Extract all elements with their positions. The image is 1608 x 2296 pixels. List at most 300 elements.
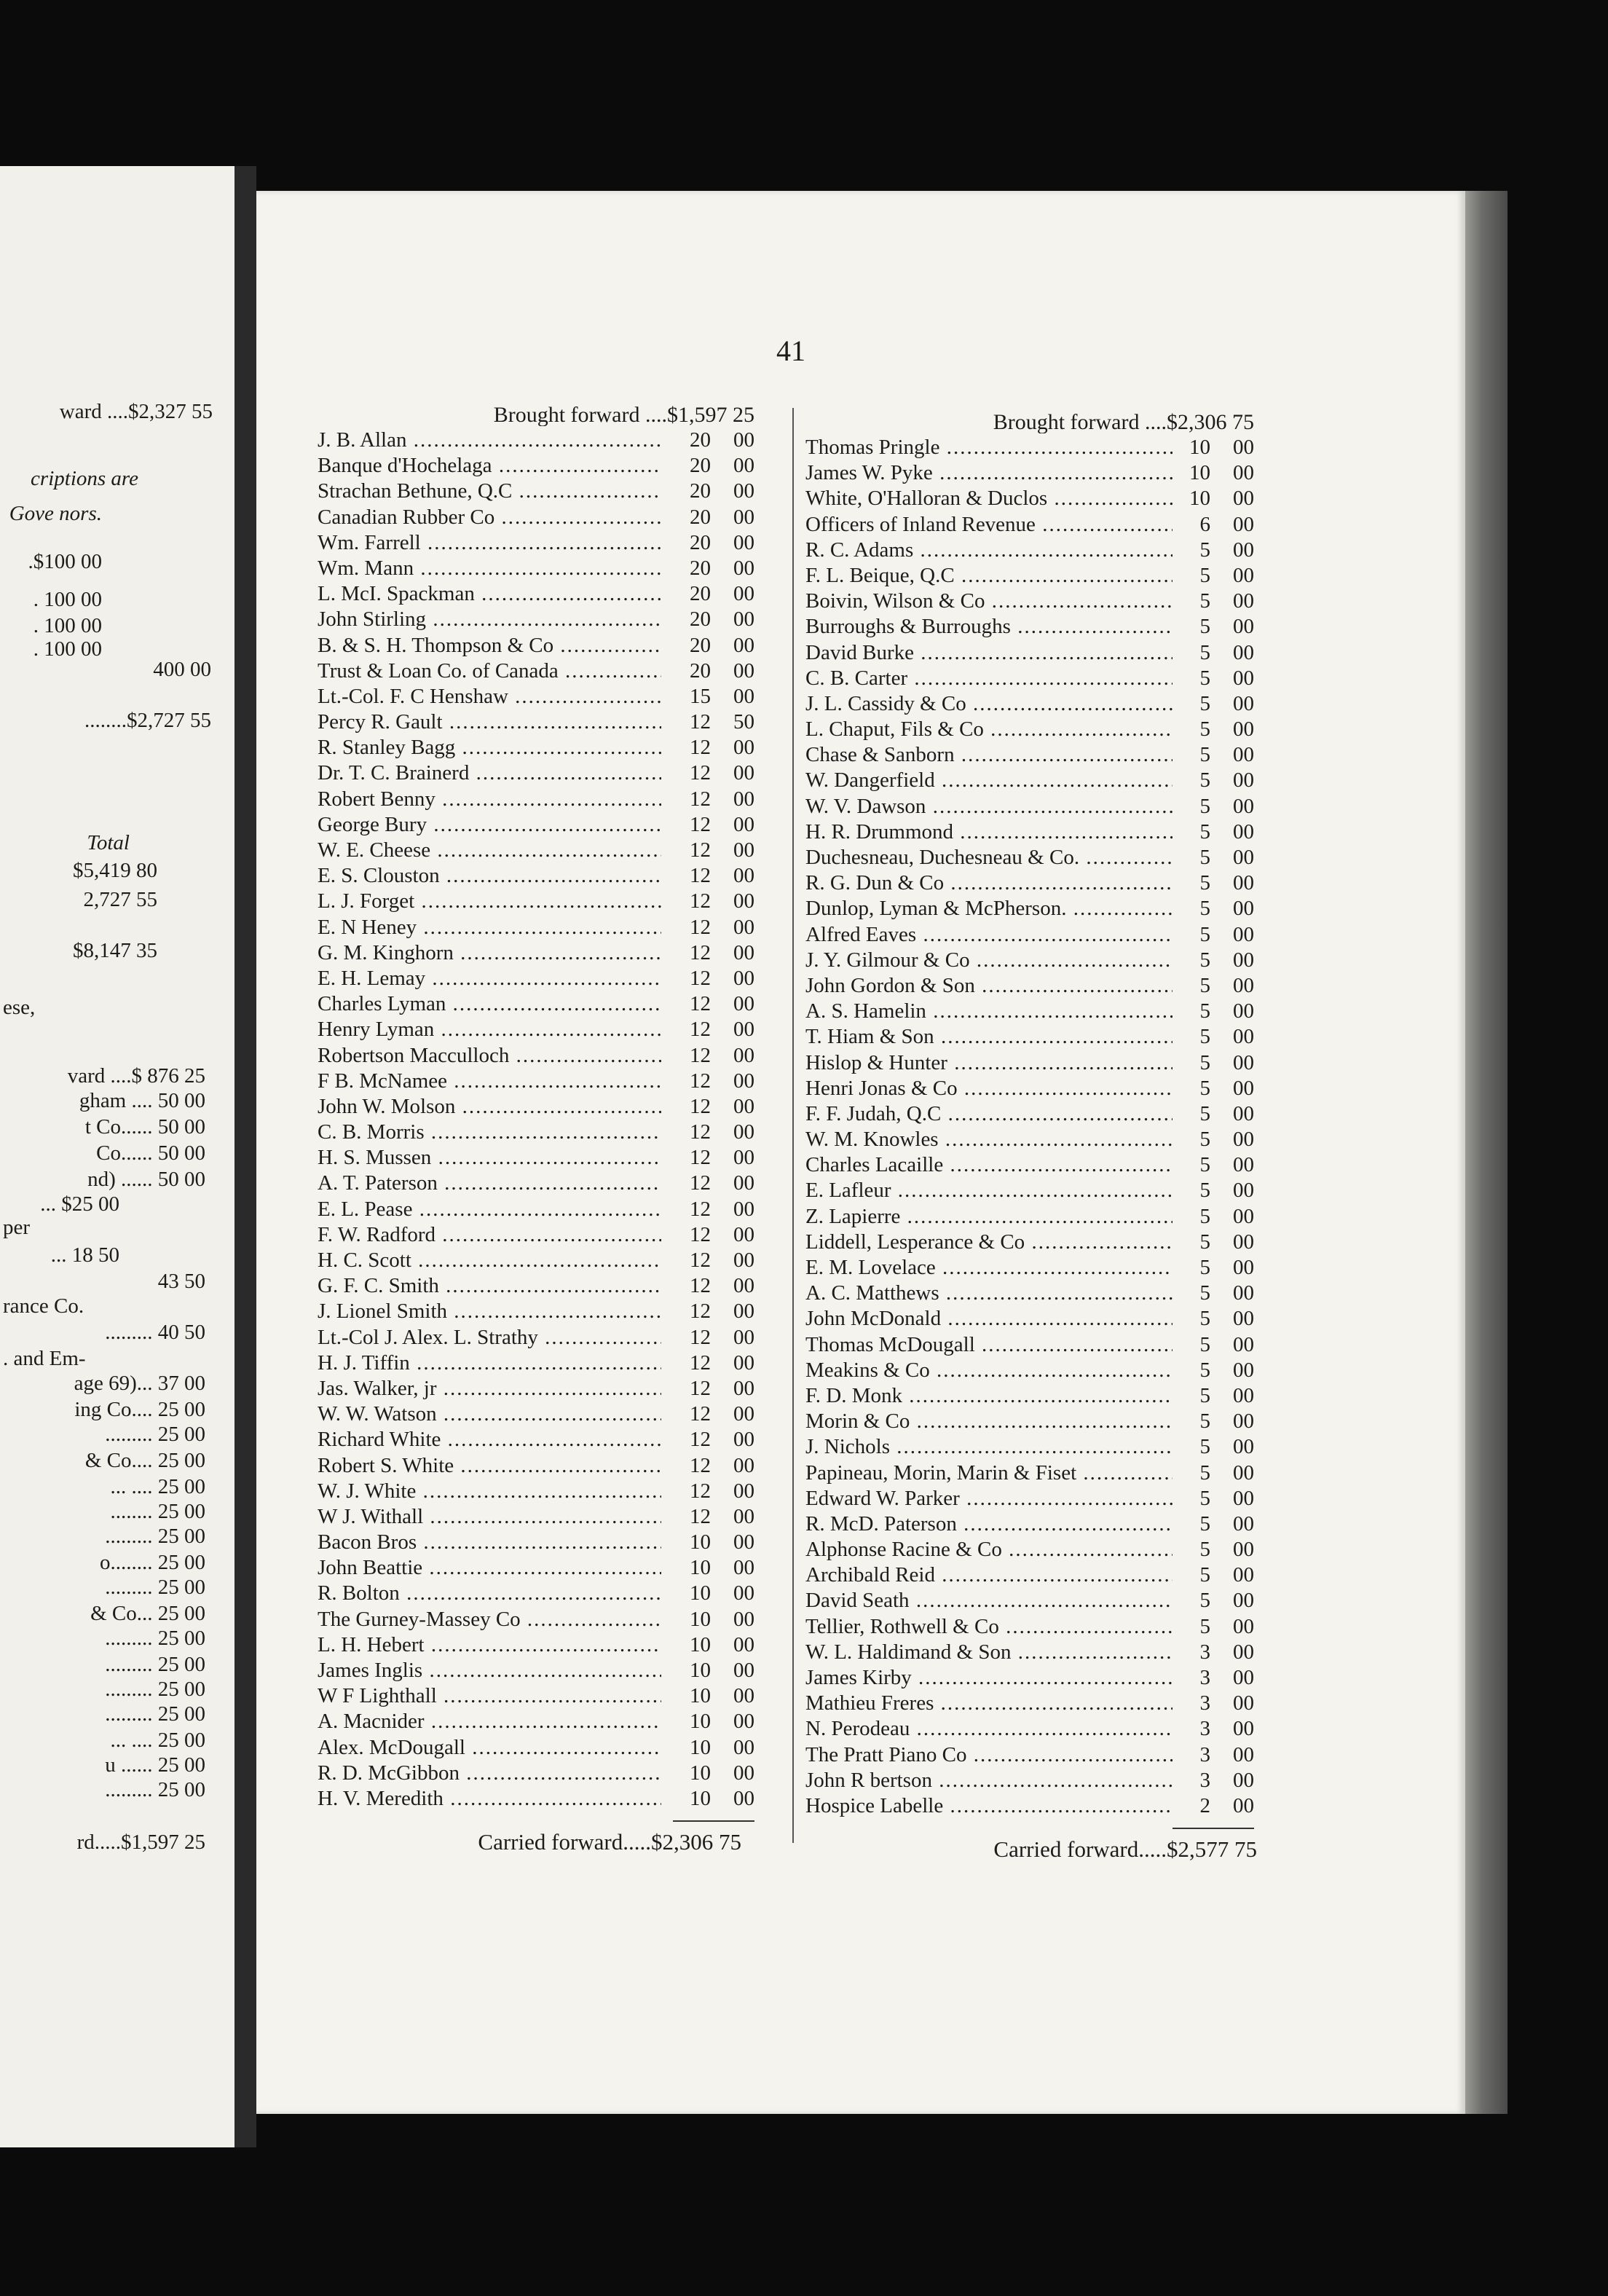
subscriber-name: Banque d'Hochelaga ..... [318, 453, 661, 479]
subscriber-name: F B. McNamee ..... [318, 1069, 661, 1094]
subscriber-name: A. T. Paterson ..... [318, 1171, 661, 1196]
subscriber-name: Henry Lyman ..... [318, 1017, 661, 1042]
amount-dollars: 5 [1199, 1230, 1210, 1254]
amount-dollars: 5 [1199, 589, 1210, 613]
amount-dollars: 5 [1199, 897, 1210, 921]
facing-page-line: . 100 00 [33, 588, 102, 611]
amount-dollars: 12 [690, 1325, 711, 1349]
subscriber-row [318, 1197, 754, 1222]
subscriber-name: G. M. Kinghorn ..... [318, 940, 661, 966]
amount-dollars: 20 [690, 505, 711, 529]
subscriber-row [318, 1427, 754, 1452]
subscriber-name: John Stirling ..... [318, 607, 661, 632]
amount-dollars: 10 [690, 1761, 711, 1785]
amount-cents: 00 [733, 1043, 754, 1067]
amount-dollars: 20 [690, 633, 711, 657]
subscriber-name: White, O'Halloran & Duclos ..... [805, 486, 1172, 511]
subscriber-row [805, 1665, 1254, 1691]
subscriber-row [805, 614, 1254, 640]
facing-page-line: ......... 25 00 [105, 1525, 205, 1548]
amount-dollars: 12 [690, 1094, 711, 1118]
subscriber-name: L. Chaput, Fils & Co ..... [805, 717, 1172, 742]
amount-dollars: 12 [690, 1376, 711, 1400]
amount-dollars: 5 [1199, 1179, 1210, 1203]
subscriber-row [318, 787, 754, 812]
amount-cents: 00 [1233, 1256, 1254, 1279]
subscriber-row [805, 1358, 1254, 1383]
amount-cents: 00 [733, 1659, 754, 1682]
amount-dollars: 12 [690, 1069, 711, 1093]
facing-page-line: 43 50 [157, 1270, 205, 1293]
amount-dollars: 3 [1199, 1666, 1210, 1689]
amount-cents: 00 [1233, 1101, 1254, 1125]
amount-dollars: 5 [1199, 1025, 1210, 1049]
amount-cents: 00 [733, 1300, 754, 1324]
subscriber-row [318, 1043, 754, 1069]
subscriber-row [805, 1537, 1254, 1562]
amount-dollars: 12 [690, 1018, 711, 1042]
amount-dollars: 5 [1199, 1050, 1210, 1074]
subscriber-name: R. G. Dun & Co ..... [805, 870, 1172, 896]
amount-cents: 00 [1233, 1460, 1254, 1485]
subscriber-name: G. F. C. Smith ..... [318, 1273, 661, 1299]
amount-cents: 00 [1233, 436, 1254, 459]
amount-cents: 00 [733, 1094, 754, 1118]
subscriber-name: Alphonse Racine & Co ..... [805, 1537, 1172, 1562]
amount-cents: 00 [733, 889, 754, 913]
subscriber-row [318, 1120, 754, 1145]
subscriber-name: Morin & Co ..... [805, 1409, 1172, 1434]
subscriber-name: F. L. Beique, Q.C ..... [805, 563, 1172, 589]
amount-dollars: 5 [1199, 1153, 1210, 1177]
amount-cents: 00 [1233, 538, 1254, 562]
facing-page-line: o........ 25 00 [100, 1551, 205, 1574]
subscriber-row [805, 1460, 1254, 1486]
subscriber-name: T. Hiam & Son ..... [805, 1024, 1172, 1050]
subscriber-row [318, 479, 754, 504]
amount-cents: 00 [1233, 640, 1254, 664]
amount-dollars: 12 [690, 864, 711, 888]
amount-dollars: 20 [690, 582, 711, 606]
amount-cents: 00 [1233, 1076, 1254, 1100]
subscriber-row [318, 658, 754, 684]
amount-cents: 00 [733, 582, 754, 606]
subscriber-name: Chase & Sanborn ..... [805, 742, 1172, 768]
subscriber-name: B. & S. H. Thompson & Co ..... [318, 633, 661, 658]
amount-cents: 00 [1233, 487, 1254, 511]
amount-dollars: 5 [1199, 666, 1210, 690]
subscriber-name: E. N Heney ..... [318, 915, 661, 940]
amount-dollars: 12 [690, 992, 711, 1016]
amount-cents: 00 [733, 1453, 754, 1477]
facing-page-line: rd.....$1,597 25 [76, 1831, 205, 1854]
subscriber-row [318, 1658, 754, 1683]
amount-cents: 00 [1233, 718, 1254, 742]
subscriber-name: W. Dangerfield ..... [805, 768, 1172, 793]
subscriptions-column-left [318, 404, 754, 1855]
carried-forward-left: Carried forward.....$2,306 75 [478, 1829, 741, 1855]
subscriber-row [318, 1530, 754, 1555]
subscriber-name: A. S. Hamelin ..... [805, 999, 1172, 1024]
amount-cents: 00 [1233, 1640, 1254, 1664]
amount-cents: 00 [1233, 512, 1254, 536]
amount-dollars: 12 [690, 1274, 711, 1298]
amount-cents: 00 [1233, 461, 1254, 485]
amount-dollars: 3 [1199, 1742, 1210, 1766]
facing-page-line: 400 00 [153, 658, 211, 681]
subscriber-name: Robert S. White ..... [318, 1453, 661, 1479]
subscriber-name: W. E. Cheese ..... [318, 838, 661, 863]
subscriber-row [805, 948, 1254, 973]
subscriber-name: E. S. Clouston ..... [318, 863, 661, 889]
subscriber-name: J. Nichols ..... [805, 1434, 1172, 1460]
subscriber-row [318, 1171, 754, 1196]
amount-dollars: 10 [690, 1786, 711, 1810]
amount-dollars: 2 [1199, 1793, 1210, 1817]
subscriber-name: H. S. Mussen ..... [318, 1145, 661, 1171]
amount-cents: 00 [1233, 1793, 1254, 1817]
amount-dollars: 5 [1199, 1101, 1210, 1125]
subscriber-name: J. B. Allan ..... [318, 428, 661, 453]
subscriber-row [805, 563, 1254, 589]
amount-cents: 00 [733, 1146, 754, 1170]
subscriber-name: Wm. Mann ..... [318, 556, 661, 581]
amount-dollars: 12 [690, 838, 711, 862]
subscriber-row [318, 633, 754, 658]
subscriber-row [805, 845, 1254, 870]
amount-dollars: 10 [1189, 487, 1210, 511]
subscriber-name: E. L. Pease ..... [318, 1197, 661, 1222]
amount-cents: 00 [1233, 1128, 1254, 1152]
amount-dollars: 3 [1199, 1717, 1210, 1741]
facing-page-line: ......... 25 00 [105, 1653, 205, 1676]
amount-cents: 00 [733, 556, 754, 580]
amount-cents: 00 [1233, 1153, 1254, 1177]
subscriber-row [805, 1306, 1254, 1332]
subscriber-name: R. Stanley Bagg ..... [318, 735, 661, 760]
subscriber-row [318, 709, 754, 735]
amount-cents: 00 [1233, 1717, 1254, 1741]
subscriber-row [318, 1761, 754, 1786]
amount-cents: 00 [1233, 897, 1254, 921]
amount-cents: 00 [733, 633, 754, 657]
page-gutter [234, 166, 256, 2147]
subscriber-name: J. Y. Gilmour & Co ..... [805, 948, 1172, 973]
facing-page-line: Gove nors. [9, 502, 102, 525]
amount-dollars: 12 [690, 1043, 711, 1067]
amount-dollars: 5 [1199, 922, 1210, 946]
facing-page-line: .$100 00 [28, 550, 102, 573]
facing-page-line: nd) ...... 50 00 [87, 1168, 205, 1191]
subscriber-row [318, 1786, 754, 1812]
brought-forward-right: Brought forward ....$2,306 75 [993, 412, 1254, 433]
amount-dollars: 5 [1199, 871, 1210, 895]
amount-dollars: 12 [690, 1479, 711, 1503]
subscriber-row [318, 915, 754, 940]
amount-cents: 00 [1233, 1614, 1254, 1638]
column-divider [792, 408, 794, 1843]
amount-dollars: 20 [690, 658, 711, 683]
amount-cents: 00 [733, 915, 754, 939]
facing-page-line: ......... 25 00 [105, 1778, 205, 1801]
amount-cents: 00 [1233, 1050, 1254, 1074]
facing-page-line: ... .... 25 00 [110, 1729, 205, 1752]
amount-cents: 00 [733, 1504, 754, 1528]
amount-cents: 00 [733, 761, 754, 785]
subscriber-row [318, 1222, 754, 1248]
amount-dollars: 12 [690, 940, 711, 964]
amount-cents: 00 [733, 1120, 754, 1144]
amount-cents: 00 [1233, 1307, 1254, 1331]
subscriber-name: Archibald Reid ..... [805, 1562, 1172, 1588]
subscriber-name: Dr. T. C. Brainerd ..... [318, 760, 661, 786]
amount-dollars: 12 [690, 1171, 711, 1195]
facing-page-line: gham .... 50 00 [79, 1089, 205, 1112]
subscriber-name: E. H. Lemay ..... [318, 966, 661, 991]
subscriber-row [318, 1453, 754, 1479]
amount-dollars: 5 [1199, 1538, 1210, 1562]
subscriber-row [318, 1479, 754, 1504]
subscriber-name: A. C. Matthews ..... [805, 1281, 1172, 1306]
amount-cents: 00 [1233, 589, 1254, 613]
amount-cents: 00 [1233, 1358, 1254, 1382]
subscriber-name: W. J. White ..... [318, 1479, 661, 1504]
amount-dollars: 5 [1199, 794, 1210, 818]
subscriber-row [805, 1486, 1254, 1511]
subscriber-row [318, 966, 754, 991]
amount-cents: 00 [1233, 973, 1254, 997]
subscriber-row [318, 1017, 754, 1042]
subscriber-name: Charles Lacaille ..... [805, 1152, 1172, 1178]
subscriber-row [805, 717, 1254, 742]
amount-cents: 00 [1233, 1179, 1254, 1203]
amount-dollars: 5 [1199, 1410, 1210, 1434]
subscriber-name: W. W. Watson ..... [318, 1401, 661, 1427]
amount-dollars: 20 [690, 479, 711, 503]
subscriber-name: Tellier, Rothwell & Co ..... [805, 1614, 1172, 1640]
amount-dollars: 10 [690, 1684, 711, 1708]
subscriber-name: H. R. Drummond ..... [805, 819, 1172, 845]
amount-cents: 00 [1233, 922, 1254, 946]
subscriber-row [805, 1230, 1254, 1255]
amount-cents: 00 [1233, 846, 1254, 869]
subscriber-name: W J. Withall ..... [318, 1504, 661, 1530]
amount-dollars: 12 [690, 710, 711, 734]
amount-cents: 00 [733, 787, 754, 811]
subscriber-row [318, 1273, 754, 1299]
subscriber-name: W. M. Knowles ..... [805, 1127, 1172, 1152]
subscriber-row [318, 991, 754, 1017]
facing-page-line: 2,727 55 [83, 888, 157, 911]
amount-dollars: 3 [1199, 1640, 1210, 1664]
subscriber-row [805, 589, 1254, 614]
amount-dollars: 5 [1199, 615, 1210, 639]
amount-cents: 00 [733, 812, 754, 836]
amount-cents: 00 [733, 1735, 754, 1759]
amount-dollars: 5 [1199, 1332, 1210, 1356]
facing-page-line: ... .... 25 00 [110, 1475, 205, 1498]
amount-cents: 00 [733, 736, 754, 760]
subscriber-name: H. C. Scott ..... [318, 1248, 661, 1273]
amount-dollars: 5 [1199, 1486, 1210, 1510]
amount-cents: 00 [733, 1402, 754, 1426]
subscriber-name: James Inglis ..... [318, 1658, 661, 1683]
amount-cents: 00 [733, 1018, 754, 1042]
subscriber-row [318, 863, 754, 889]
subscriber-row [318, 505, 754, 530]
facing-page-line: . 100 00 [33, 614, 102, 637]
subscriber-name: Papineau, Morin, Marin & Fiset ..... [805, 1460, 1172, 1486]
amount-cents: 00 [1233, 615, 1254, 639]
subscriber-row [318, 1376, 754, 1401]
amount-cents: 00 [733, 1710, 754, 1734]
amount-cents: 00 [1233, 1025, 1254, 1049]
amount-cents: 00 [733, 838, 754, 862]
amount-dollars: 5 [1199, 743, 1210, 767]
subscriber-row [318, 1299, 754, 1324]
amount-cents: 00 [733, 1556, 754, 1580]
subscriber-name: Alfred Eaves ..... [805, 922, 1172, 948]
amount-cents: 00 [1233, 1589, 1254, 1613]
facing-page-line: ......... 40 50 [105, 1321, 205, 1344]
total-rule [673, 1820, 754, 1822]
subscriber-row [805, 870, 1254, 896]
subscriber-row [805, 512, 1254, 538]
amount-dollars: 12 [690, 889, 711, 913]
subscriber-row [805, 538, 1254, 563]
subscriber-row [805, 1742, 1254, 1768]
amount-dollars: 5 [1199, 1256, 1210, 1279]
amount-cents: 00 [733, 1479, 754, 1503]
facing-page-line: Co...... 50 00 [96, 1141, 205, 1165]
subscriber-name: Thomas Pringle ..... [805, 435, 1172, 460]
amount-cents: 00 [1233, 691, 1254, 715]
subscriber-name: F. F. Judah, Q.C ..... [805, 1101, 1172, 1127]
amount-cents: 00 [733, 1069, 754, 1093]
amount-cents: 50 [733, 710, 754, 734]
subscriber-name: Edward W. Parker ..... [805, 1486, 1172, 1511]
subscriber-row [805, 1511, 1254, 1537]
amount-cents: 00 [733, 992, 754, 1016]
subscriber-row [318, 760, 754, 786]
facing-page-line: ward ....$2,327 55 [59, 400, 213, 423]
subscriber-name: R. D. McGibbon ..... [318, 1761, 661, 1786]
amount-dollars: 5 [1199, 1358, 1210, 1382]
subscriber-row [805, 640, 1254, 666]
facing-page-line: ......... 25 00 [105, 1702, 205, 1726]
page-edge [1465, 191, 1508, 2114]
amount-cents: 00 [1233, 1666, 1254, 1689]
subscriber-name: John W. Molson ..... [318, 1094, 661, 1120]
subscriber-name: Strachan Bethune, Q.C ..... [318, 479, 661, 504]
amount-cents: 00 [733, 454, 754, 478]
subscriber-row [318, 1709, 754, 1734]
amount-dollars: 5 [1199, 1614, 1210, 1638]
subscriber-name: Charles Lyman ..... [318, 991, 661, 1017]
facing-page-line: ......... 25 00 [105, 1678, 205, 1701]
subscriber-row [318, 684, 754, 709]
facing-page-line: age 69)... 37 00 [74, 1372, 205, 1395]
amount-dollars: 3 [1199, 1768, 1210, 1792]
amount-cents: 00 [1233, 1486, 1254, 1510]
facing-page-line: per [3, 1216, 31, 1239]
amount-cents: 00 [1233, 1332, 1254, 1356]
amount-cents: 00 [733, 1197, 754, 1221]
subscriber-row [318, 735, 754, 760]
amount-cents: 00 [733, 1632, 754, 1656]
amount-dollars: 20 [690, 454, 711, 478]
amount-dollars: 12 [690, 761, 711, 785]
subscriber-name: E. Lafleur ..... [805, 1178, 1172, 1203]
amount-cents: 00 [1233, 1742, 1254, 1766]
subscriptions-column-right [805, 412, 1257, 1863]
facing-page-line: t Co...... 50 00 [84, 1115, 205, 1139]
facing-page-line: ... 18 50 [50, 1243, 119, 1267]
amount-cents: 00 [1233, 1230, 1254, 1254]
facing-page-line: ........$2,727 55 [84, 709, 211, 732]
amount-dollars: 12 [690, 812, 711, 836]
subscriber-name: C. B. Morris ..... [318, 1120, 661, 1145]
amount-dollars: 12 [690, 1351, 711, 1375]
subscriber-row [805, 1768, 1254, 1793]
subscriber-row [318, 940, 754, 966]
subscriber-row [805, 1024, 1254, 1050]
subscriber-row [318, 556, 754, 581]
amount-dollars: 10 [690, 1659, 711, 1682]
subscriber-row [805, 922, 1254, 948]
amount-dollars: 5 [1199, 1307, 1210, 1331]
amount-dollars: 10 [690, 1607, 711, 1631]
amount-dollars: 5 [1199, 819, 1210, 844]
carried-forward-right: Carried forward.....$2,577 75 [993, 1836, 1257, 1863]
amount-dollars: 10 [690, 1710, 711, 1734]
subscriber-row [805, 691, 1254, 717]
amount-cents: 00 [733, 608, 754, 632]
subscriber-name: R. Bolton ..... [318, 1581, 661, 1606]
subscriber-name: James Kirby ..... [805, 1665, 1172, 1691]
subscriber-name: Robert Benny ..... [318, 787, 661, 812]
subscriber-name: F. W. Radford ..... [318, 1222, 661, 1248]
subscriber-row [318, 889, 754, 914]
amount-dollars: 5 [1199, 999, 1210, 1023]
amount-dollars: 20 [690, 428, 711, 452]
amount-cents: 00 [733, 684, 754, 708]
amount-cents: 00 [1233, 1383, 1254, 1407]
amount-cents: 00 [1233, 563, 1254, 587]
total-rule [1172, 1828, 1254, 1829]
amount-dollars: 5 [1199, 1435, 1210, 1459]
subscriber-name: H. V. Meredith ..... [318, 1786, 661, 1812]
subscriber-row [805, 460, 1254, 486]
subscriber-name: John Beattie ..... [318, 1555, 661, 1581]
amount-cents: 00 [733, 1249, 754, 1272]
amount-dollars: 12 [690, 787, 711, 811]
subscriber-row [318, 1683, 754, 1709]
amount-dollars: 20 [690, 608, 711, 632]
amount-cents: 00 [733, 1786, 754, 1810]
amount-cents: 00 [733, 428, 754, 452]
amount-cents: 00 [1233, 1511, 1254, 1536]
subscriber-name: R. McD. Paterson ..... [805, 1511, 1172, 1537]
amount-dollars: 3 [1199, 1691, 1210, 1715]
subscriber-row [805, 1101, 1254, 1127]
amount-dollars: 5 [1199, 718, 1210, 742]
subscriber-row [318, 581, 754, 607]
amount-cents: 00 [1233, 1281, 1254, 1305]
facing-page-line: ........ 25 00 [110, 1500, 205, 1523]
subscriber-name: Burroughs & Burroughs ..... [805, 614, 1172, 640]
subscriber-name: David Burke ..... [805, 640, 1172, 666]
